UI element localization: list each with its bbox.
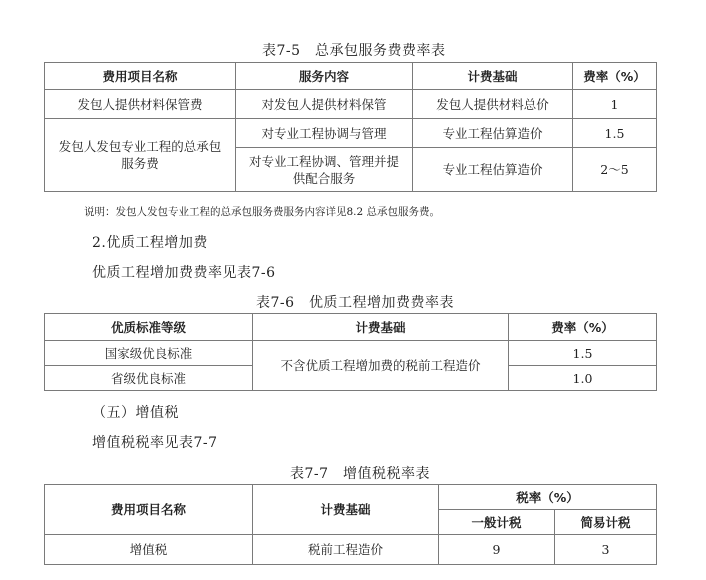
table-7-6-caption: 表7-6 优质工程增加费费率表 — [256, 295, 455, 311]
table-row — [45, 90, 657, 119]
service-cell: 对专业工程协调与管理 — [236, 119, 413, 148]
column-header: 计费基础 — [253, 314, 509, 341]
grade-cell: 国家级优良标准 — [45, 341, 253, 366]
rate-cell: 2～5 — [573, 148, 657, 192]
column-header: 费用项目名称 — [45, 63, 236, 90]
table-row — [45, 341, 657, 366]
table-7-7-caption: 表7-7 增值税税率表 — [290, 466, 431, 482]
column-header: 服务内容 — [236, 63, 413, 90]
basis-cell: 税前工程造价 — [253, 535, 439, 565]
section-heading: 2.优质工程增加费 — [92, 235, 208, 251]
section-heading: （五）增值税 — [92, 405, 179, 421]
column-header: 优质标准等级 — [45, 314, 253, 341]
service-cell: 对专业工程协调、管理并提供配合服务 — [236, 148, 413, 192]
table-note: 说明：发包人发包专业工程的总承包服务费服务内容详见8.2 总承包服务费。 — [84, 206, 441, 218]
column-header: 计费基础 — [413, 63, 573, 90]
table-row — [45, 119, 657, 148]
basis-cell: 发包人提供材料总价 — [413, 90, 573, 119]
rate-cell: 1.0 — [509, 366, 657, 391]
table-header-row — [45, 485, 657, 510]
basis-cell: 专业工程估算造价 — [413, 119, 573, 148]
service-cell: 对发包人提供材料保管 — [236, 90, 413, 119]
rate-cell: 3 — [555, 535, 657, 565]
section-paragraph: 增值税税率见表7-7 — [92, 435, 218, 451]
rate-cell: 1.5 — [509, 341, 657, 366]
basis-cell: 不含优质工程增加费的税前工程造价 — [253, 341, 509, 391]
item-name-cell: 发包人提供材料保管费 — [45, 90, 236, 119]
column-header: 计费基础 — [253, 485, 439, 535]
table-header-row — [45, 63, 657, 90]
grade-cell: 省级优良标准 — [45, 366, 253, 391]
column-header: 税率（%） — [439, 485, 657, 510]
rate-cell: 1 — [573, 90, 657, 119]
column-subheader: 简易计税 — [555, 510, 657, 535]
column-header: 费率（%） — [509, 314, 657, 341]
rate-cell: 9 — [439, 535, 555, 565]
table-7-6 — [44, 313, 657, 391]
table-row — [45, 535, 657, 565]
item-name-cell: 增值税 — [45, 535, 253, 565]
basis-cell: 专业工程估算造价 — [413, 148, 573, 192]
rate-cell: 1.5 — [573, 119, 657, 148]
table-header-row — [45, 314, 657, 341]
column-header: 费用项目名称 — [45, 485, 253, 535]
column-header: 费率（%） — [573, 63, 657, 90]
table-7-5 — [44, 62, 657, 192]
item-name-cell: 发包人发包专业工程的总承包服务费 — [45, 119, 236, 192]
table-7-7 — [44, 484, 657, 565]
section-paragraph: 优质工程增加费费率见表7-6 — [92, 265, 276, 281]
column-subheader: 一般计税 — [439, 510, 555, 535]
table-7-5-caption: 表7-5 总承包服务费费率表 — [262, 43, 446, 59]
